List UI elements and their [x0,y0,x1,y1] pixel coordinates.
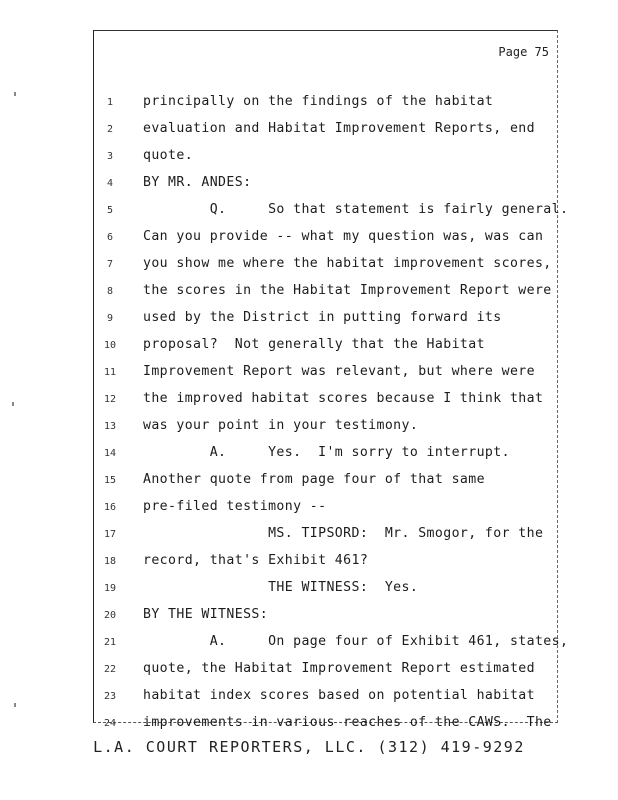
line-text: quote. [143,148,194,163]
line-text: THE WITNESS: Yes. [143,580,419,595]
transcript-line [94,657,559,684]
footer-reporter-info: L.A. COURT REPORTERS, LLC. (312) 419-9292 [93,738,525,756]
transcript-line [94,117,559,144]
line-text: you show me where the habitat improvement scores, [143,256,552,271]
line-number: 16 [103,502,117,513]
transcript-line [94,495,559,522]
transcript-line [94,468,559,495]
transcript-line [94,387,559,414]
transcript-line [94,549,559,576]
line-text: pre-filed testimony -- [143,499,327,514]
line-number: 17 [103,529,117,540]
transcript-line [94,198,569,225]
line-number: 5 [106,205,114,216]
line-text: habitat index scores based on potential habitat [143,688,535,703]
line-number: 15 [103,475,117,486]
scan-speck [14,703,16,707]
transcript-line [94,306,559,333]
scan-speck [14,92,16,96]
transcript-line [94,684,559,711]
line-number: 18 [103,556,117,567]
transcript-line [94,90,559,117]
line-number: 12 [103,394,117,405]
line-text: the scores in the Habitat Improvement Report were [143,283,552,298]
scan-speck [12,402,14,406]
transcript-line [94,360,559,387]
line-text: BY THE WITNESS: [143,607,269,622]
line-number: 11 [103,367,117,378]
line-number: 13 [103,421,117,432]
line-text: Improvement Report was relevant, but where were [143,364,535,379]
line-number: 10 [103,340,117,351]
line-text: A. Yes. I'm sorry to interrupt. [143,445,510,460]
line-number: 20 [103,610,117,621]
line-number: 4 [106,178,114,189]
line-text: proposal? Not generally that the Habitat [143,337,485,352]
transcript-line [94,171,559,198]
line-number: 2 [106,124,114,135]
line-text: MS. TIPSORD: Mr. Smogor, for the [143,526,544,541]
transcript-line [94,522,559,549]
transcript-line [94,252,559,279]
transcript-line [94,144,559,171]
line-number: 22 [103,664,117,675]
line-text: evaluation and Habitat Improvement Reports, end [143,121,535,136]
transcript-line [94,333,559,360]
page-number: Page 75 [498,45,549,59]
line-text: BY MR. ANDES: [143,175,252,190]
line-text: improvements in various reaches of the CAWS. The [143,715,552,730]
line-text: record, that's Exhibit 461? [143,553,369,568]
line-number: 6 [106,232,114,243]
line-number: 19 [103,583,117,594]
transcript-line [94,414,559,441]
line-number: 23 [103,691,117,702]
transcript-line [94,630,569,657]
line-text: Can you provide -- what my question was, was can [143,229,544,244]
transcript-line [94,576,559,603]
transcript-line [94,603,559,630]
line-number: 1 [106,97,114,108]
line-text: the improved habitat scores because I think that [143,391,544,406]
transcript-line [94,279,559,306]
line-text: Another quote from page four of that same [143,472,485,487]
line-text: Q. So that statement is fairly general. [143,202,569,217]
line-number: 8 [106,286,114,297]
line-number: 7 [106,259,114,270]
line-number: 9 [106,313,114,324]
line-text: used by the District in putting forward its [143,310,502,325]
line-text: was your point in your testimony. [143,418,419,433]
transcript-line [94,441,559,468]
transcript-line [94,711,559,738]
transcript-page [93,30,569,730]
line-text: principally on the findings of the habitat [143,94,494,109]
transcript-line [94,225,559,252]
line-text: A. On page four of Exhibit 461, states, [143,634,569,649]
line-number: 14 [103,448,117,459]
line-text: quote, the Habitat Improvement Report estimated [143,661,535,676]
line-number: 3 [106,151,114,162]
line-number: 21 [103,637,117,648]
line-number: 24 [103,718,117,729]
